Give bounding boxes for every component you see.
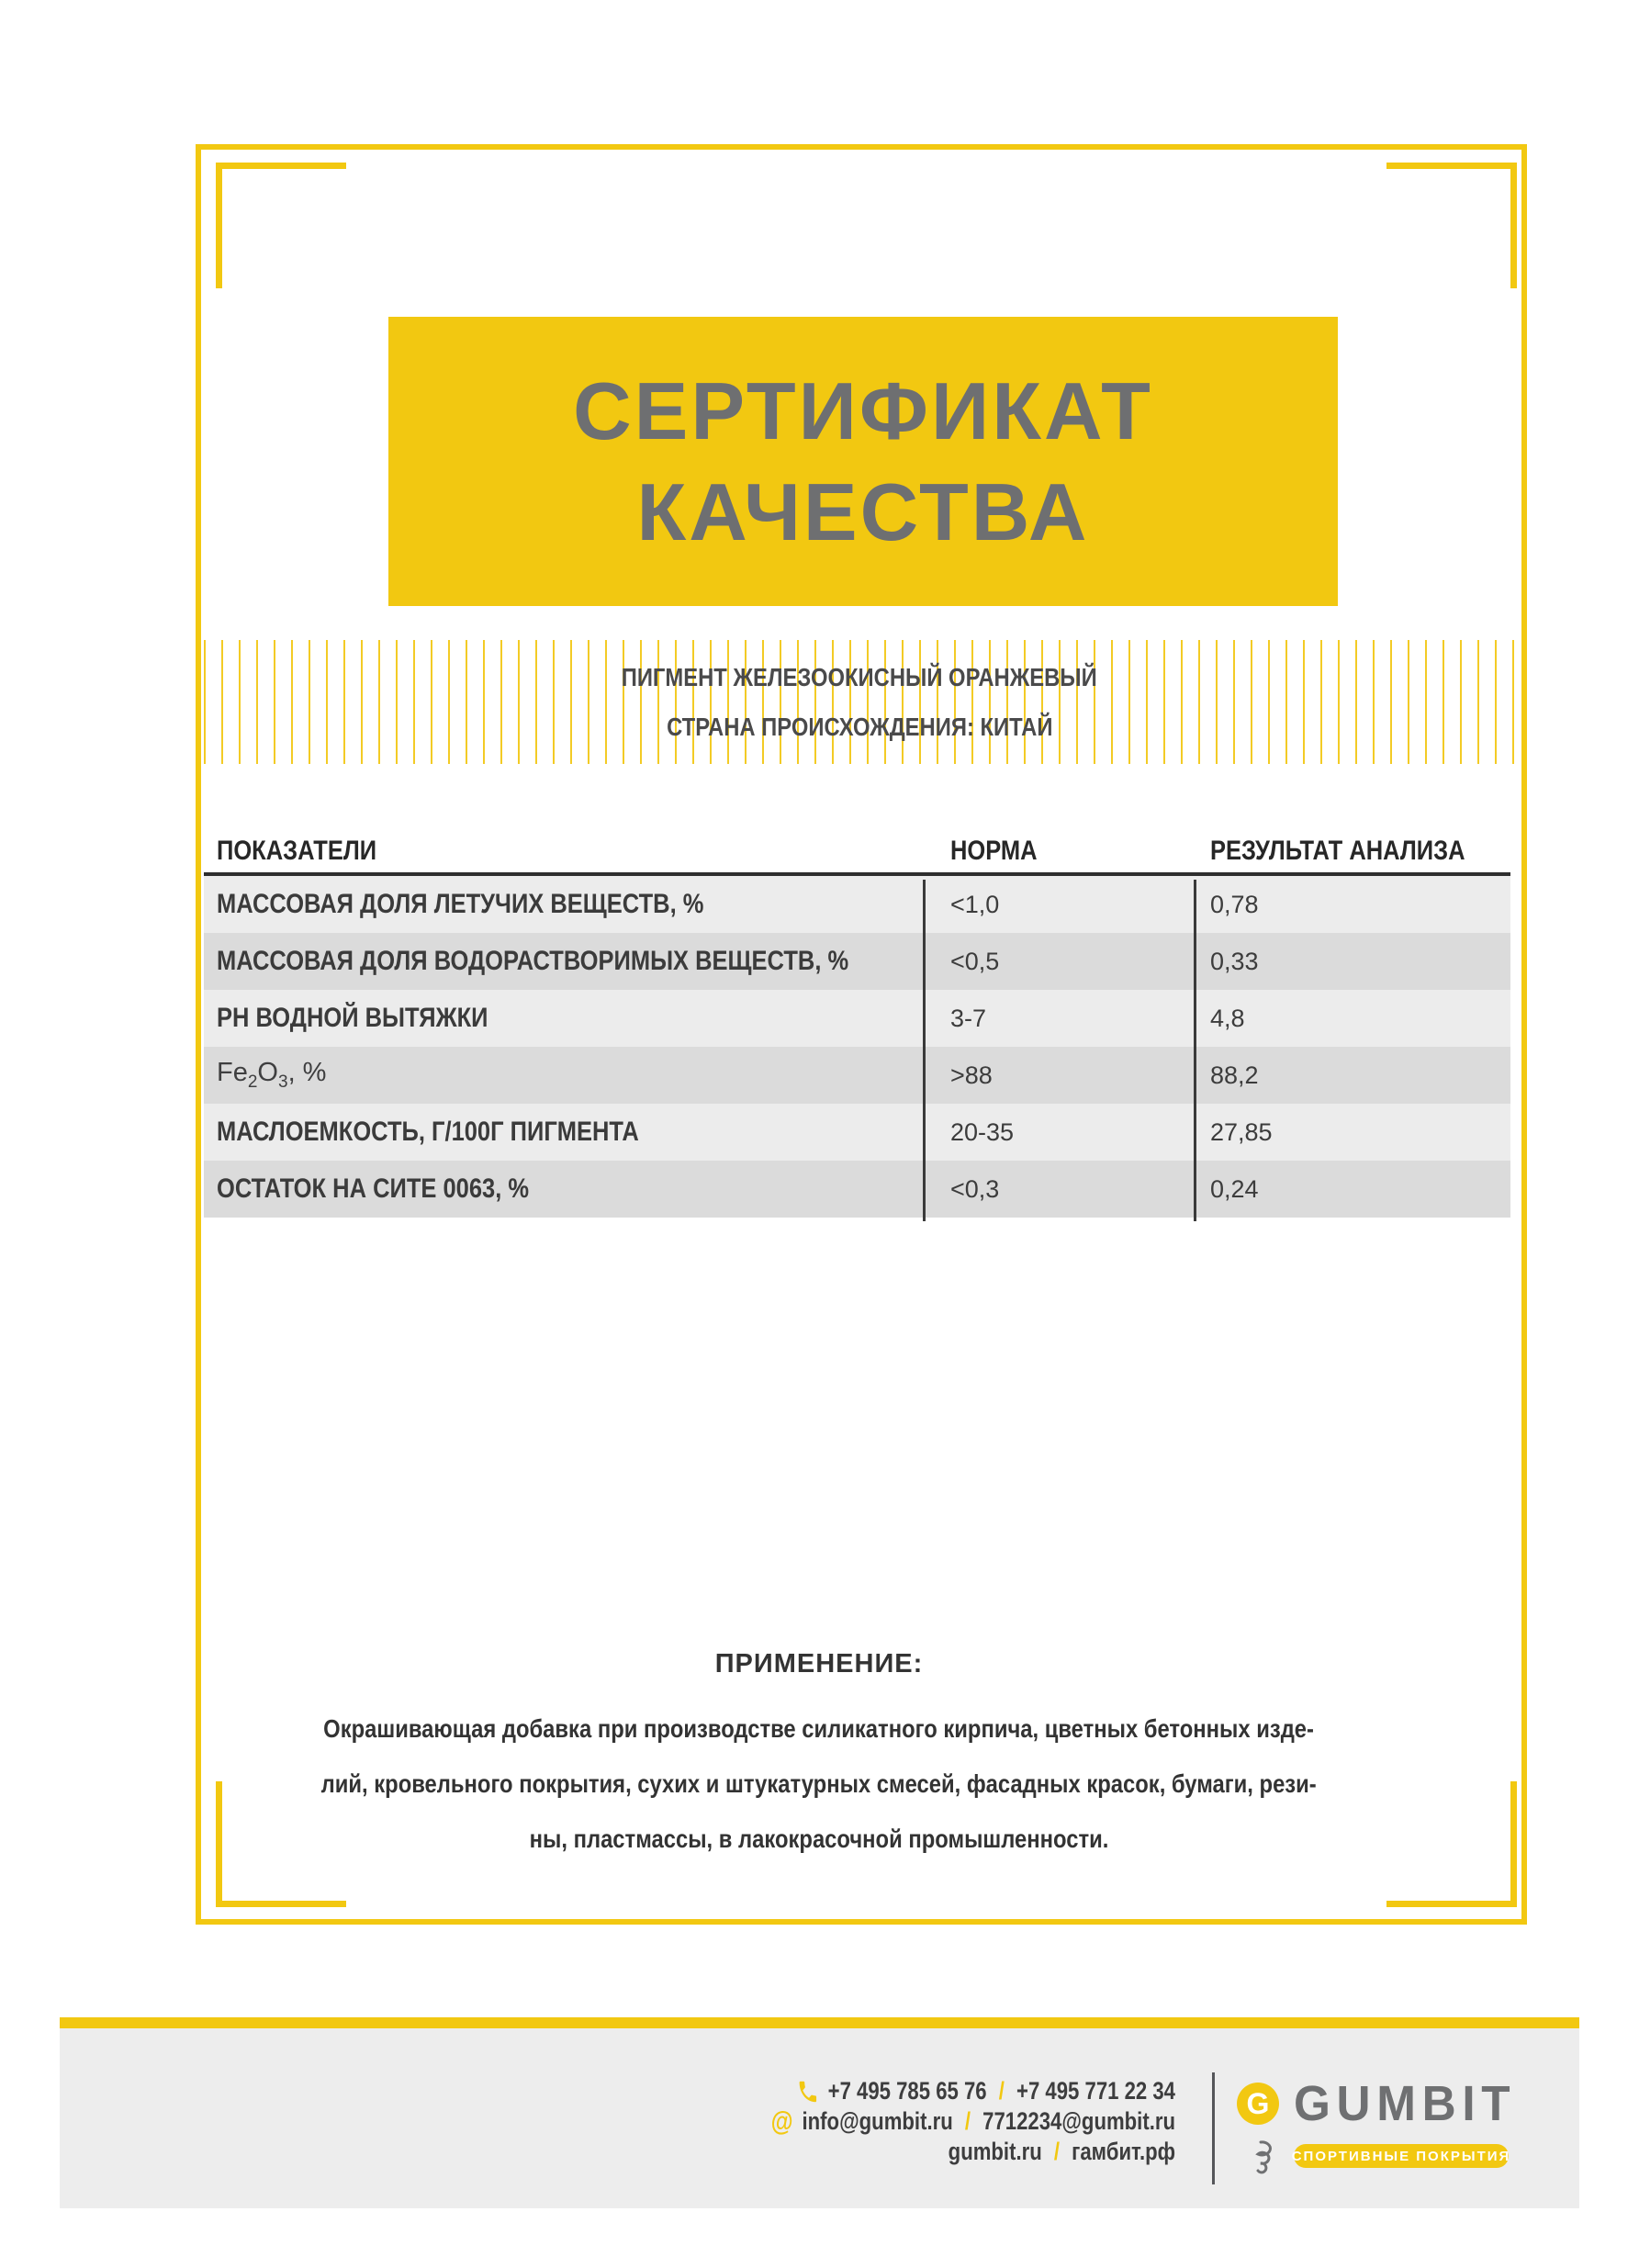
row-label-cell bbox=[204, 990, 923, 1047]
row-label-cell bbox=[204, 1161, 923, 1218]
table-header-row bbox=[204, 829, 1510, 876]
product-banner bbox=[204, 640, 1515, 764]
email-icon: @ bbox=[770, 2105, 793, 2137]
row-label: РН ВОДНОЙ ВЫТЯЖКИ bbox=[217, 1003, 488, 1033]
formula-subscript: 3 bbox=[277, 1072, 288, 1092]
formula-tail: , % bbox=[287, 1058, 327, 1088]
row-norm: <0,5 bbox=[950, 947, 1000, 975]
contact-phones bbox=[771, 2076, 1175, 2106]
row-label-cell bbox=[204, 876, 923, 933]
contact-block bbox=[682, 2076, 1175, 2167]
table-row bbox=[204, 990, 1510, 1047]
separator-slash: / bbox=[1053, 2138, 1061, 2165]
page-title-line-1: СЕРТИФИКАТ bbox=[573, 365, 1153, 456]
table-row bbox=[204, 1161, 1510, 1218]
table-row bbox=[204, 1104, 1510, 1161]
row-label-cell bbox=[204, 1047, 923, 1104]
title-box bbox=[388, 317, 1338, 606]
product-origin bbox=[633, 714, 1087, 740]
row-norm-cell bbox=[923, 1104, 1194, 1161]
footer bbox=[60, 2017, 1579, 2208]
row-label-cell bbox=[204, 1104, 923, 1161]
formula-element: O bbox=[257, 1058, 278, 1088]
row-norm: 3-7 bbox=[950, 1004, 987, 1032]
row-norm-cell bbox=[923, 933, 1194, 990]
corner-bracket-top-right bbox=[1386, 163, 1517, 288]
footer-accent-bar bbox=[60, 2017, 1579, 2028]
phone-icon bbox=[796, 2078, 819, 2105]
corner-bracket-top-left bbox=[216, 163, 346, 288]
application-line-text: лий, кровельного покрытия, сухих и штукатурных смесей, фасадных красок, бумаги, рези- bbox=[320, 1769, 1318, 1798]
row-result-cell bbox=[1194, 1047, 1510, 1104]
row-norm: <0,3 bbox=[950, 1174, 1000, 1203]
row-result: 0,78 bbox=[1210, 890, 1259, 918]
row-result-cell bbox=[1194, 1104, 1510, 1161]
header-result-text: РЕЗУЛЬТАТ АНАЛИЗА bbox=[1210, 835, 1465, 866]
row-norm-cell bbox=[923, 1161, 1194, 1218]
table-row bbox=[204, 933, 1510, 990]
application-line-text: ны, пластмассы, в лакокрасочной промышленности. bbox=[529, 1825, 1109, 1853]
header-indicator bbox=[204, 836, 923, 867]
row-label: МАССОВАЯ ДОЛЯ ВОДОРАСТВОРИМЫХ ВЕЩЕСТВ, % bbox=[217, 946, 849, 976]
phone-number-1[interactable]: +7 495 785 65 76 bbox=[827, 2077, 987, 2105]
header-norm bbox=[923, 836, 1194, 867]
row-result-cell bbox=[1194, 876, 1510, 933]
row-result-cell bbox=[1194, 933, 1510, 990]
row-norm: 20-35 bbox=[950, 1117, 1015, 1146]
row-norm-cell bbox=[923, 876, 1194, 933]
row-result-cell bbox=[1194, 990, 1510, 1047]
contact-sites bbox=[771, 2137, 1175, 2167]
application-line bbox=[231, 1701, 1407, 1757]
row-label: ОСТАТОК НА СИТЕ 0063, % bbox=[217, 1173, 530, 1204]
column-divider bbox=[923, 880, 926, 1221]
phone-number-2[interactable]: +7 495 771 22 34 bbox=[1016, 2077, 1175, 2105]
separator-slash: / bbox=[998, 2077, 1005, 2105]
email-address-1[interactable]: info@gumbit.ru bbox=[802, 2107, 953, 2135]
email-address-2[interactable]: 7712234@gumbit.ru bbox=[982, 2107, 1175, 2135]
website-2[interactable]: гамбит.рф bbox=[1072, 2138, 1175, 2165]
application-heading: ПРИМЕНЕНИЕ: bbox=[714, 1649, 924, 1679]
logo-top-row bbox=[1237, 2076, 1575, 2131]
row-label-cell bbox=[204, 933, 923, 990]
website-1[interactable]: gumbit.ru bbox=[948, 2138, 1042, 2165]
row-norm: <1,0 bbox=[950, 890, 1000, 918]
row-result: 27,85 bbox=[1210, 1117, 1273, 1146]
row-label-formula bbox=[217, 1058, 326, 1093]
page-title-line-2: КАЧЕСТВА bbox=[636, 466, 1090, 557]
row-label: МАСЛОЕМКОСТЬ, Г/100Г ПИГМЕНТА bbox=[217, 1117, 639, 1147]
row-result-cell bbox=[1194, 1161, 1510, 1218]
application-section bbox=[231, 1648, 1407, 1867]
row-label: МАССОВАЯ ДОЛЯ ЛЕТУЧИХ ВЕЩЕСТВ, % bbox=[217, 889, 704, 919]
header-result bbox=[1194, 836, 1510, 867]
logo-bottom-row bbox=[1237, 2138, 1575, 2174]
application-line bbox=[231, 1757, 1407, 1812]
separator-slash: / bbox=[964, 2107, 971, 2135]
spec-table bbox=[204, 829, 1510, 1218]
row-result: 4,8 bbox=[1210, 1004, 1245, 1032]
company-logo bbox=[1237, 2076, 1575, 2174]
row-result: 88,2 bbox=[1210, 1061, 1259, 1089]
footer-body bbox=[60, 2028, 1579, 2208]
application-line bbox=[231, 1812, 1407, 1867]
table-row bbox=[204, 876, 1510, 933]
product-origin-text: СТРАНА ПРОИСХОЖДЕНИЯ: КИТАЙ bbox=[666, 712, 1053, 741]
logo-tagline-badge: СПОРТИВНЫЕ ПОКРЫТИЯ bbox=[1294, 2144, 1509, 2168]
logo-g-icon: G bbox=[1237, 2083, 1279, 2125]
product-name-text: ПИГМЕНТ ЖЕЛЕЗООКИСНЫЙ ОРАНЖЕВЫЙ bbox=[621, 662, 1097, 691]
formula-subscript: 2 bbox=[247, 1072, 258, 1092]
spiral-icon bbox=[1237, 2138, 1279, 2174]
header-norm-text: НОРМА bbox=[950, 835, 1038, 866]
table-row bbox=[204, 1047, 1510, 1104]
formula-element: Fe bbox=[217, 1058, 248, 1088]
application-line-text: Окрашивающая добавка при производстве силикатного кирпича, цветных бетонных изде- bbox=[323, 1714, 1315, 1743]
contact-emails bbox=[771, 2106, 1175, 2137]
row-norm: >88 bbox=[950, 1061, 993, 1089]
product-name bbox=[579, 662, 1139, 691]
logo-name: GUMBIT bbox=[1294, 2076, 1517, 2131]
row-result: 0,24 bbox=[1210, 1174, 1259, 1203]
header-indicator-text: ПОКАЗАТЕЛИ bbox=[217, 835, 377, 866]
column-divider bbox=[1194, 880, 1196, 1221]
row-norm-cell bbox=[923, 1047, 1194, 1104]
footer-divider bbox=[1212, 2072, 1215, 2184]
row-result: 0,33 bbox=[1210, 947, 1259, 975]
row-norm-cell bbox=[923, 990, 1194, 1047]
